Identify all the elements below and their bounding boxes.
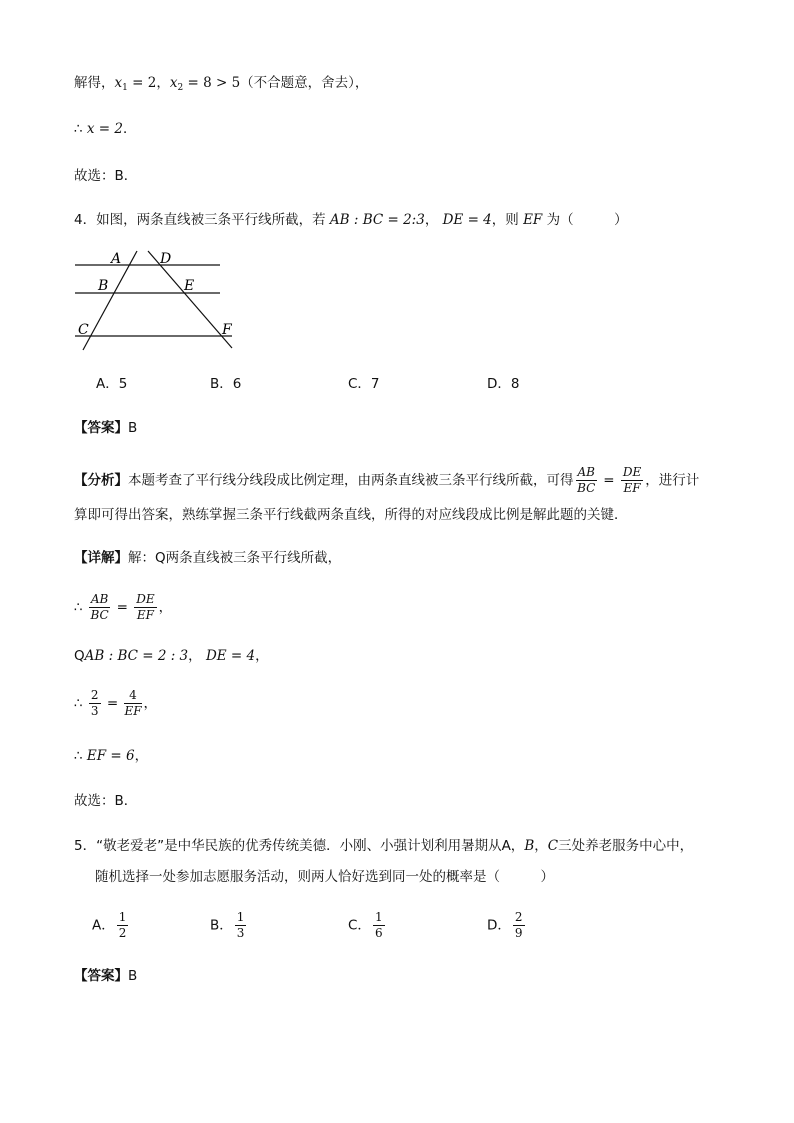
- period: ．: [123, 121, 137, 137]
- analysis-tag: 【分析】: [74, 472, 128, 489]
- solve-prefix: 解得，: [74, 75, 115, 91]
- q4-analysis-line-2: 算即可得出答案，熟练掌握三条平行线截两条直线，所得的对应线段成比例是解此题的关键．: [74, 507, 628, 523]
- frac-top: 1: [118, 910, 127, 924]
- detail-text-1: 解：Q两条直线被三条平行线所截，: [128, 550, 342, 566]
- q4-step-3: [74, 688, 157, 719]
- q4-option-a[interactable]: A．5: [96, 376, 128, 392]
- q5-text-1: 5．“敬老爱老”是中华民族的优秀传统美德．小刚、小强计划利用暑期从A，: [74, 838, 525, 854]
- frac-top: 2: [514, 910, 523, 924]
- option-label: A．: [92, 917, 115, 934]
- step2-de: DE = 4: [205, 648, 256, 664]
- frac-top: AB: [577, 465, 595, 479]
- step4-prefix: ∴: [74, 748, 87, 764]
- step2-prefix: Q: [74, 648, 85, 664]
- label-d: D: [160, 251, 172, 267]
- q4-detail-line: [74, 548, 341, 568]
- separator: ，: [156, 75, 170, 91]
- q5-stem-2: 随机选择一处参加志愿服务活动，则两人恰好选到同一处的概率是（ ）: [95, 869, 554, 885]
- analysis-frac-ab-bc: [576, 465, 597, 496]
- q4-mid: ，: [424, 212, 443, 228]
- q5-option-c[interactable]: [348, 910, 387, 941]
- frac-bottom: 9: [514, 926, 523, 940]
- therefore-symbol: ∴: [74, 121, 87, 137]
- frac-top: DE: [622, 465, 642, 479]
- option-label: C．: [348, 917, 371, 934]
- therefore-line: [74, 119, 137, 139]
- step3-suffix: ，: [143, 695, 158, 712]
- q4-option-b[interactable]: B．6: [210, 376, 242, 392]
- step3-prefix: ∴: [74, 695, 87, 712]
- equals: =: [112, 599, 133, 616]
- q4-step-1: [74, 592, 172, 623]
- step1-frac-ab-bc: [89, 592, 110, 623]
- frac-bottom: EF: [623, 481, 641, 495]
- analysis-frac-de-ef: [621, 465, 643, 496]
- frac-bottom: 2: [118, 926, 127, 940]
- q4-analysis-line-1: [74, 465, 699, 496]
- x1-value: = 2: [127, 75, 157, 91]
- x2-note: （不合题意，舍去），: [240, 75, 369, 91]
- q5-option-a[interactable]: [92, 910, 130, 941]
- x1-symbol: x: [114, 75, 123, 91]
- frac-bottom: 3: [90, 704, 99, 718]
- q4-ef: EF: [523, 212, 543, 228]
- frac-bottom: BC: [90, 608, 109, 622]
- x2-subscript: 2: [177, 83, 184, 93]
- solve-line: [74, 73, 368, 98]
- answer-tag: 【答案】: [74, 968, 128, 984]
- analysis-text-2: ，进行计: [645, 472, 700, 489]
- step3-frac-4-ef: [124, 688, 141, 719]
- frac-top: 1: [374, 910, 383, 924]
- frac-bottom: BC: [577, 481, 596, 495]
- option-frac: [513, 910, 525, 941]
- q5-text-1b: 三处养老服务中心中，: [558, 838, 694, 854]
- frac-top: 4: [124, 688, 141, 704]
- analysis-text-1: 本题考查了平行线分线段成比例定理，由两条直线被三条平行线所截，可得: [128, 472, 574, 489]
- q4-stem: [74, 210, 628, 230]
- label-b: B: [98, 278, 109, 294]
- q4-option-c[interactable]: C．7: [348, 376, 380, 392]
- x-final: x = 2: [86, 121, 123, 137]
- q5-b: B: [524, 838, 535, 854]
- frac-bottom: EF: [136, 608, 155, 622]
- option-label: D．: [487, 917, 511, 934]
- choose-b-prev: 故选：B．: [74, 168, 138, 184]
- frac-bottom: 6: [374, 926, 383, 940]
- q5-sep: ，: [534, 838, 548, 854]
- step2-ratio: AB : BC = 2 : 3: [84, 648, 189, 664]
- option-frac: [373, 910, 385, 941]
- x1-subscript: 1: [122, 83, 128, 93]
- q4-step-4: [74, 746, 148, 766]
- detail-tag: 【详解】: [74, 550, 128, 566]
- equals: =: [598, 472, 619, 489]
- q4-choose: 故选：B．: [74, 793, 138, 809]
- q5-answer: [74, 966, 137, 986]
- option-label: B．: [210, 917, 233, 934]
- label-e: E: [184, 278, 195, 294]
- option-frac: [117, 910, 129, 941]
- q4-text-a: 4．如图，两条直线被三条平行线所截，若: [74, 212, 330, 228]
- step2-mid: ，: [188, 648, 206, 664]
- q5-c: C: [547, 838, 559, 854]
- step1-prefix: ∴: [74, 599, 87, 616]
- frac-bottom: 3: [236, 926, 245, 940]
- frac-bottom: EF: [124, 704, 142, 718]
- q4-de: DE = 4: [442, 212, 492, 228]
- answer-tag: 【答案】: [74, 420, 128, 436]
- step1-frac-de-ef: [134, 592, 156, 623]
- step4-value: EF = 6: [86, 748, 135, 764]
- equals: =: [102, 695, 123, 712]
- q4-text-b: ，则: [491, 212, 524, 228]
- x2-value: = 8 > 5: [183, 75, 241, 91]
- step4-suffix: ，: [134, 748, 149, 764]
- step2-suffix: ，: [255, 648, 269, 664]
- frac-top: 2: [90, 688, 99, 702]
- frac-top: 1: [236, 910, 245, 924]
- option-frac: [235, 910, 247, 941]
- q4-ratio: AB : BC = 2:3: [329, 212, 425, 228]
- label-c: C: [78, 322, 89, 338]
- transversal-left: [83, 251, 137, 350]
- q5-option-d[interactable]: [487, 910, 527, 941]
- label-a: A: [111, 251, 122, 267]
- answer-value: B: [128, 420, 138, 436]
- x2-symbol: x: [169, 75, 178, 91]
- answer-value: B: [128, 968, 138, 984]
- q4-answer: [74, 418, 137, 438]
- step1-suffix: ，: [158, 599, 173, 616]
- frac-top: AB: [90, 592, 109, 606]
- label-f: F: [222, 322, 232, 338]
- step3-frac-2-3: [89, 688, 101, 719]
- q4-figure: [70, 246, 245, 356]
- q5-option-b[interactable]: [210, 910, 248, 941]
- q5-stem-1: [74, 836, 693, 856]
- frac-top: DE: [136, 592, 155, 606]
- q4-step-2: [74, 646, 269, 666]
- q4-option-d[interactable]: D．8: [487, 376, 520, 392]
- q4-text-c: 为（ ）: [542, 212, 628, 228]
